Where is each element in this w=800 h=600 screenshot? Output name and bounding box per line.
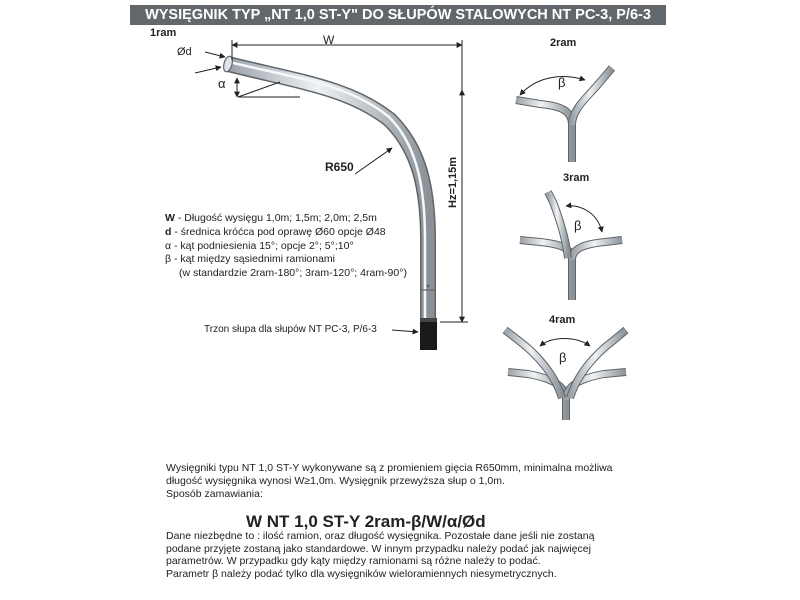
note-line: parametrów. W przypadku gdy kąty między ramionami są różne należy to podać. — [166, 555, 541, 568]
label-diameter: Ød — [177, 46, 192, 58]
trzon-leader — [392, 330, 418, 332]
label-1ram: 1ram — [150, 27, 177, 39]
page-title: WYSIĘGNIK TYP „NT 1,0 ST-Y" DO SŁUPÓW STALOWYCH NT PC-3, P/6-3 — [130, 5, 666, 25]
notes-block — [166, 530, 636, 580]
legend-beta: β - kąt między sąsiednimi ramionami — [165, 253, 336, 266]
variant-4ram-beta: β — [559, 350, 567, 365]
variant-2ram-beta: β — [558, 75, 566, 90]
trzon-label: Trzon słupa dla słupów NT PC-3, P/6-3 — [204, 324, 377, 335]
label-w: W — [323, 33, 335, 47]
description-line: Sposób zamawiania: — [166, 488, 263, 500]
variant-4ram-label: 4ram — [549, 314, 576, 326]
label-alpha: α — [218, 76, 226, 91]
variant-4ram-drawing — [505, 330, 626, 420]
main-bracket-arm — [222, 55, 436, 340]
radius-leader — [355, 148, 392, 174]
pole-stub — [420, 318, 437, 350]
description-line: długość wysięgnika wynosi W≥1,0m. Wysięgnik przewyższa słup o 1,0m. — [166, 475, 505, 487]
variant-2ram-label: 2ram — [550, 37, 577, 49]
note-line: Dane niezbędne to : ilość ramion, oraz długość wysięgnika. Pozostałe dane jeśli nie zostaną — [166, 530, 595, 542]
variant-3ram-drawing — [520, 192, 622, 300]
parameter-legend — [165, 212, 407, 281]
label-radius: R650 — [325, 160, 354, 174]
legend-beta-note: (w standardzie 2ram-180°; 3ram-120°; 4ram-90°) — [179, 267, 407, 280]
note-line: podane przyjęte zostaną jako standardowe. W innym przypadku należy podać jak najwięcej — [166, 542, 591, 555]
variant-3ram-label: 3ram — [563, 172, 590, 184]
order-code: W NT 1,0 ST-Y 2ram-β/W/α/Ød — [246, 512, 486, 531]
legend-d: d - średnica króćca pod oprawę Ø60 opcje Ø48 — [165, 225, 386, 238]
legend-alpha: α - kąt podniesienia 15°; opcje 2°; 5°;10° — [165, 239, 354, 252]
variant-3ram-beta: β — [574, 218, 582, 233]
legend-w: W - Długość wysięgu 1,0m; 1,5m; 2,0m; 2,5m — [165, 212, 377, 224]
description-block — [166, 462, 636, 501]
label-height: Hz=1,15m — [447, 156, 459, 208]
note-line: Parametr β należy podać tylko dla wysięgników wieloramiennych niesymetrycznych. — [166, 567, 557, 580]
description-line: Wysięgniki typu NT 1,0 ST-Y wykonywane są z promieniem gięcia R650mm, minimalna możliwa — [166, 462, 613, 474]
